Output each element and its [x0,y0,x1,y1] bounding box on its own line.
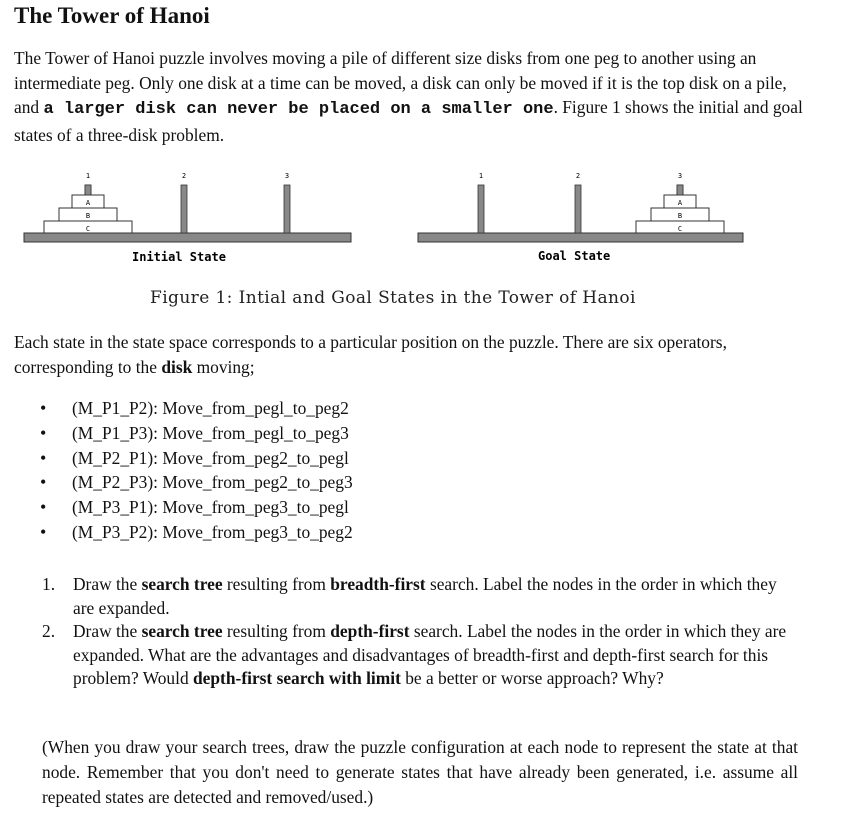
goal-peg-1 [478,185,484,233]
operator-item: • (M_P2_P1): Move_from_peg2_to_pegl [36,446,353,471]
initial-peg-label-2: 2 [181,172,187,180]
states-paragraph [14,330,774,379]
operator-item: • (M_P1_P3): Move_from_pegl_to_peg3 [36,421,353,446]
question-text: search. Label the nodes in the order in which they are expanded. [73,574,777,618]
question-list [42,573,802,691]
initial-base [24,233,351,242]
intro-text-1: The Tower of Hanoi puzzle involves moving a pile of different size disks from one peg to another using an intermediate peg. Only one disk at a time can be moved, a disk can only be moved if it is the top disk on a pile, and [14,48,787,117]
goal-peg-label-2: 2 [575,172,581,180]
question-item-2 [42,620,802,691]
question-number: 2. [42,621,56,641]
initial-peg-label-3: 3 [284,172,290,180]
goal-state-label: Goal State [538,249,611,263]
question-bold: breadth-first [330,574,426,594]
intro-text-2: . Figure 1 shows the initial and goal states of a three-disk problem. [14,97,803,145]
question-bold: search tree [141,621,223,641]
goal-peg-label-3: 3 [677,172,683,180]
intro-bold-rule: a larger disk can never be placed on a smaller one [43,100,554,119]
goal-disk-label-a: A [677,199,683,207]
operator-item: • (M_P1_P2): Move_from_pegl_to_peg2 [36,396,353,421]
goal-state-diagram [418,172,743,263]
question-text: Draw the [73,574,142,594]
states-text-1: Each state in the state space corresponds to a particular position on the puzzle. There are six operators, corresponding to the [14,332,727,377]
states-bold-disk: disk [161,356,193,377]
question-bold: depth-first search with limit [193,668,401,688]
goal-disk-label-c: C [677,225,683,233]
operator-item: • (M_P3_P1): Move_from_peg3_to_pegl [36,495,353,520]
goal-peg-label-1: 1 [478,172,484,180]
question-bold: depth-first [330,621,410,641]
question-text: resulting from [222,574,331,594]
initial-disk-label-a: A [85,199,91,207]
initial-disk-label-b: B [85,212,91,220]
question-item-1 [42,573,802,620]
intro-paragraph [14,46,814,147]
initial-peg-2 [181,185,187,233]
question-number: 1. [42,574,56,594]
note-paragraph: (When you draw your search trees, draw the puzzle configuration at each node to represent the state at that node. Remember that you don't need to generate states that have already been generated, i.e. assume all repeated states are detected and removed/used.) [42,737,798,807]
question-bold: search tree [141,574,223,594]
states-text-2: moving; [192,356,255,377]
hanoi-figure [0,165,848,275]
goal-peg-2 [575,185,581,233]
initial-peg-label-1: 1 [85,172,91,180]
initial-disk-label-c: C [85,225,91,233]
initial-state-label: Initial State [132,250,226,264]
initial-state-diagram [24,172,351,264]
goal-disk-label-b: B [677,212,683,220]
goal-base [418,233,743,242]
operator-list [36,396,353,545]
initial-peg-3 [284,185,290,233]
question-text: resulting from [222,621,331,641]
question-text: be a better or worse approach? Why? [400,668,664,688]
question-text: search. Label the nodes in the order in which they are expanded. What are the advantages and disadvantages of breadth-first and depth-first search for this problem? Would [73,621,787,688]
operator-item: • (M_P3_P2): Move_from_peg3_to_peg2 [36,520,353,545]
question-text: Draw the [73,621,142,641]
figure-caption: Figure 1: Intial and Goal States in the Tower of Hanoi [150,288,636,308]
operator-item: • (M_P2_P3): Move_from_peg2_to_peg3 [36,470,353,495]
page-title: The Tower of Hanoi [14,3,210,28]
